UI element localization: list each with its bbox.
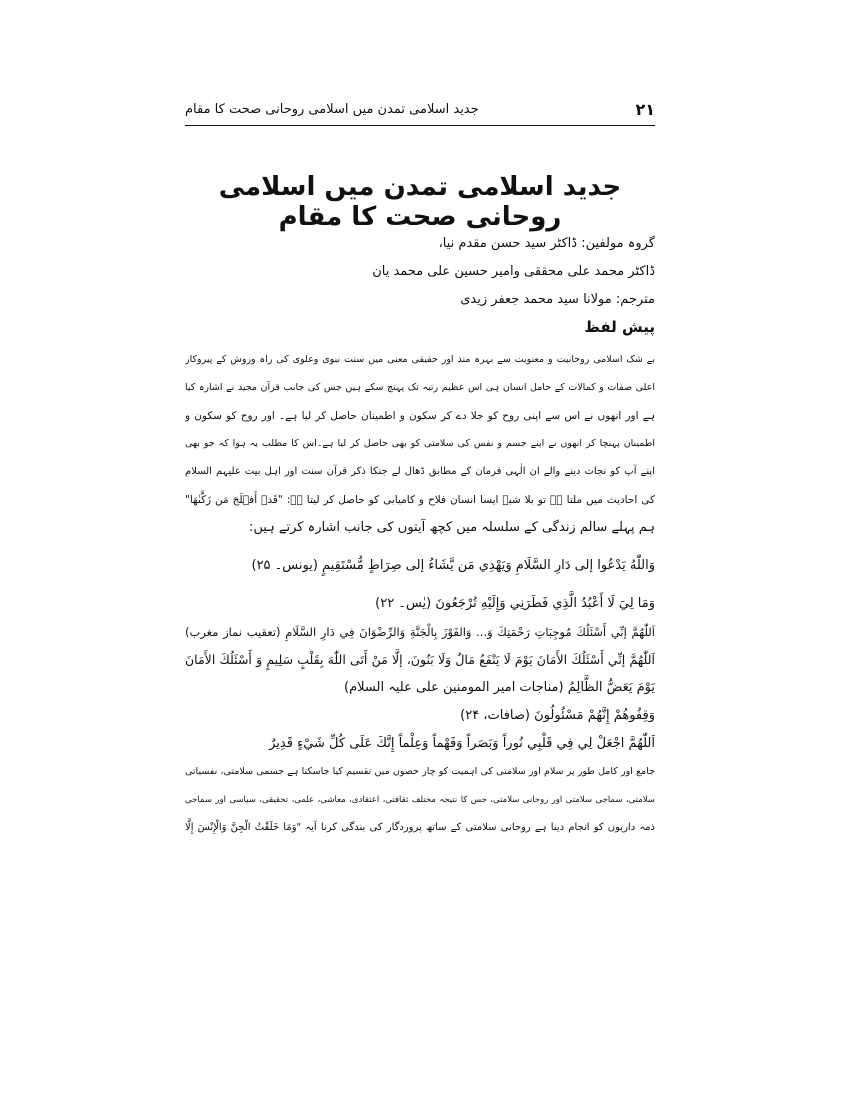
running-title: جدید اسلامی تمدن میں اسلامی روحانی صحت کا مقام bbox=[185, 102, 479, 117]
paragraph-line: اطمینان پہنچا کر انھوں نے اپنے جسم و نفس کی سلامتی کو بھی حاصل کر لیا ہے۔اس کا مطلب یہ ہوا کہ جو بھی bbox=[185, 438, 655, 449]
header-divider bbox=[185, 125, 655, 126]
author-block bbox=[185, 230, 655, 314]
paragraph-line: کی احادیث میں ملتا ہے تو بلا شبہ ایسا انسان فلاح و کامیابی کو حاصل کر لیتا ہے: "قَدۡ أَفۡلَحَ مَن زَكَّىٰهَا" bbox=[185, 494, 655, 506]
preface-heading: پیش لفظ bbox=[584, 318, 655, 336]
paragraph-line: بے شک اسلامی روحانیت و معنویت سے بہرہ مند اور حقیقی معنی میں سنت نبوی وعلوی کی راہ وروش کے پیروکار bbox=[185, 354, 655, 365]
translator-line: مترجم: مولانا سید محمد جعفر زیدی bbox=[460, 292, 655, 307]
body-text bbox=[185, 346, 655, 842]
page-number: ۲۱ bbox=[635, 100, 655, 119]
paragraph-line: جامع اور کامل طور پر سلام اور سلامتی کی اہمیت کو چار حصوں میں تقسیم کیا جاسکتا ہے جسمی سلامتی، نفسیاتی bbox=[185, 766, 655, 777]
paragraph-line: ہے اور انھوں نے اس سے اپنی روح کو جلا دے کر سکون و اطمینان حاصل کر لیا ہے۔ اور روح کو سکون و bbox=[185, 410, 655, 422]
paragraph-line: ذمہ داریوں کو انجام دینا ہے روحانی سلامتی کے ساتھ پروردگار کی بندگی کرنا آیہ "وَمَا خَلَقْتُ الْجِنَّ وَالْإِنْسَ إِلَّا bbox=[185, 822, 655, 833]
article-title: جدید اسلامی تمدن میں اسلامی روحانی صحت کا مقام bbox=[218, 172, 622, 232]
running-header bbox=[185, 100, 655, 124]
paragraph-line: ہم پہلے سالم زندگی کے سلسلہ میں کچھ آیتوں کی جانب اشارہ کرتے ہیں: bbox=[248, 520, 655, 535]
supplication-line: اَللّٰهُمَّ إنِّي أَسْئَلُكَ الأَمَانَ يَوْمَ لَا يَنْفَعُ مَالٌ وَلَا بَنُونَ، إلَّا مَنْ أَتَى اللّٰهَ بِقَلْبٍ سَلِيمٍ وَ أَسْئَلُكَ الأَمَانَ bbox=[185, 652, 655, 667]
paragraph-line: اپنے آپ کو نجات دینے والے ان الٰہی فرمان کے مطابق ڈھال لے جنکا ذکر قرآن سنت اور اہل بیت علیہم السلام bbox=[185, 466, 655, 477]
authors-line-2: ڈاکٹر محمد علی محققی وامیر حسین علی محمد یان bbox=[372, 264, 655, 279]
quran-verse: وَاللّٰهُ يَدْعُوا إلى دَارِ السَّلَامِ وَيَهْدِي مَن يَّشَاءُ إلى صِرَاطٍ مُّسْتَقِيمٍ (یونس۔ ۲۵) bbox=[251, 558, 655, 573]
supplication-line: اَللّٰهُمَّ اجْعَلْ لِي فِي قَلْبِي نُوراً وَبَصَراً وَفَهْماً وَعِلْماً إِنَّكَ عَلَى كُلِّ شَيْءٍ قَدِيرٌ bbox=[269, 736, 655, 751]
supplication-line: اَللّٰهُمَّ إنِّي أَسْئَلُكَ مُوجِبَاتِ رَحْمَتِكَ وَ... وَالفَوْزَ بِالْجَنَّةِ وَالرِّضْوَانَ فِي دَارِ السَّلَامِ (تعقیب نماز مغرب) bbox=[185, 625, 655, 639]
quran-verse: وَمَا لِيَ لَا أَعْبُدُ الَّذِي فَطَرَنِي وَإِلَيْهِ تُرْجَعُونَ (یٰس۔ ۲۲) bbox=[375, 596, 655, 611]
paragraph-line: اعلی صفات و کمالات کے حامل انسان ہی اس عظیم رتبہ تک پہنچ سکے ہیں جس کی جانب قرآن مجید نے اشارہ کیا bbox=[185, 382, 655, 393]
authors-line-1: گروہ مولفین: ڈاکٹر سید حسن مقدم نیا، bbox=[438, 236, 655, 251]
paragraph-line: سلامتی، سماجی سلامتی اور روحانی سلامتی، جس کا نتیجہ مختلف ثقافتی، اعتقادی، معاشی، علمی، تحقیقی، سیاسی اور سماجی bbox=[185, 795, 655, 805]
supplication-line: يَوْمَ يَعَضُّ الظَّالِمُ (مناجات امیر المومنین علی علیہ السلام) bbox=[344, 680, 655, 695]
quran-verse: وَقِفُوهُمْ إِنَّهُمْ مَسْئُولُونَ (صافات، ۲۴) bbox=[460, 708, 655, 723]
